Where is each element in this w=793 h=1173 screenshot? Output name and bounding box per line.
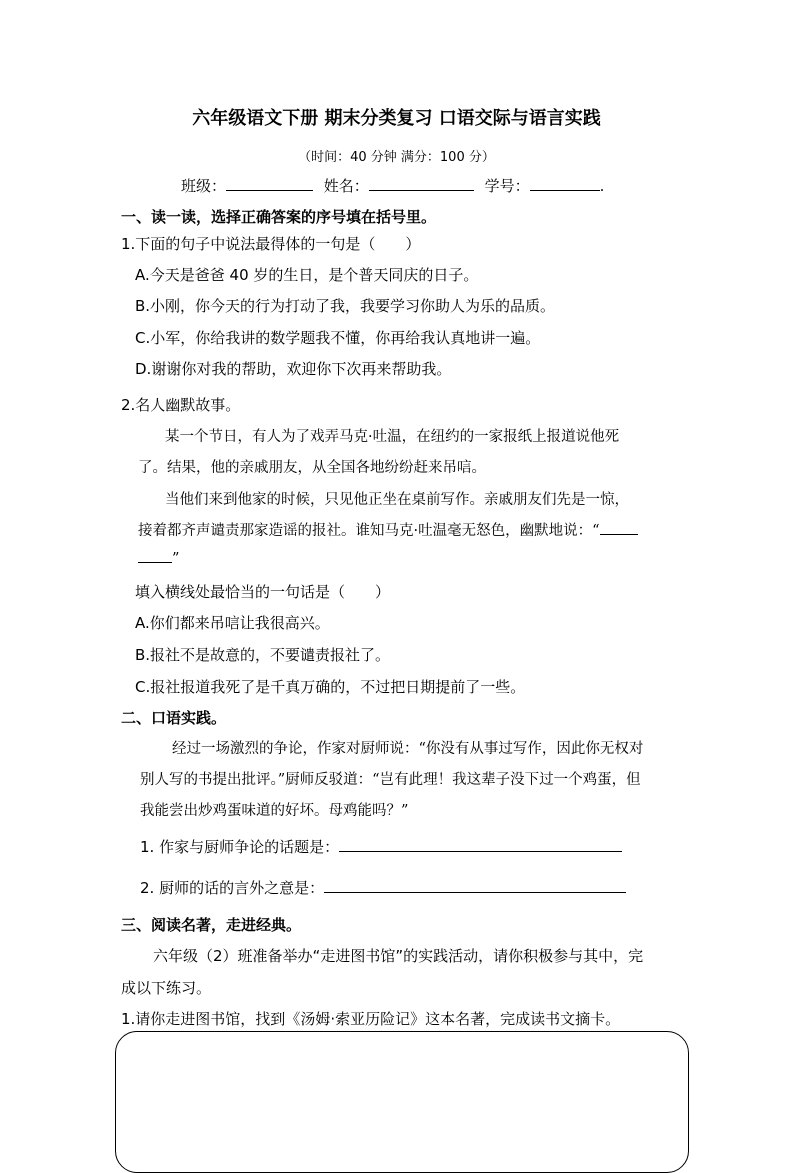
reading-excerpt-card[interactable] [115, 1031, 689, 1173]
q2-option-c[interactable]: C.报社报道我死了是千真万确的，不过把日期提前了一些。 [135, 678, 526, 696]
q2-prompt: 填入横线处最恰当的一句话是（ ） [135, 583, 391, 601]
q1-option-b[interactable]: B.小刚，你今天的行为打动了我，我要学习你助人为乐的品质。 [135, 297, 556, 315]
class-label: 班级： [181, 177, 227, 195]
section3-q1: 1.请你走进图书馆，找到《汤姆·索亚历险记》这本名著，完成读书文摘卡。 [121, 1010, 621, 1028]
q2-option-b[interactable]: B.报社不是故意的，不要谴责报社了。 [135, 646, 391, 664]
q2-story-line-2: 了。结果，他的亲戚朋友，从全国各地纷纷赶来吊唁。 [138, 460, 486, 476]
q2-story-line-1: 某一个节日，有人为了戏弄马克·吐温，在纽约的一家报纸上报道说他死 [165, 429, 620, 445]
class-blank[interactable] [226, 176, 313, 191]
q2-answer-blank-1[interactable] [600, 520, 638, 535]
exam-time-score: （时间：40 分钟 满分：100 分） [298, 150, 495, 165]
section2-passage-line-2: 别人写的书提出批评。”厨师反驳道：“岂有此理！我这辈子没下过一个鸡蛋，但 [140, 772, 641, 788]
section2-heading: 二、口语实践。 [121, 709, 227, 727]
section3-intro-line-1: 六年级（2）班准备举办“走进图书馆”的实践活动，请你积极参与其中，完 [153, 947, 644, 965]
section2-question-2 [140, 877, 626, 898]
section3-heading: 三、阅读名著，走进经典。 [121, 916, 302, 934]
id-blank[interactable] [530, 176, 600, 191]
name-blank[interactable] [369, 176, 474, 191]
student-info-row [181, 175, 604, 196]
q2-story-line-3: 当他们来到他家的时候，只见他正坐在桌前写作。亲戚朋友们先是一惊， [165, 492, 629, 508]
section2-question-1-text: 1. 作家与厨师争论的话题是： [140, 838, 340, 856]
info-end-mark: . [599, 177, 605, 195]
section2-answer-line-2[interactable] [324, 878, 626, 893]
section2-question-1 [140, 836, 622, 857]
q2-option-a[interactable]: A.你们都来吊唁让我很高兴。 [135, 614, 330, 632]
q2-story-line-4-text: 接着都齐声谴责那家造谣的报社。谁知马克·吐温毫无怒色，幽默地说：“ [138, 523, 600, 539]
section2-answer-line-1[interactable] [339, 837, 622, 852]
section2-passage-line-1: 经过一场激烈的争论，作家对厨师说：“你没有从事过写作，因此你无权对 [172, 741, 644, 757]
q1-stem: 1.下面的句子中说法最得体的一句是（ ） [121, 235, 421, 253]
section2-question-2-text: 2. 厨师的话的言外之意是： [140, 879, 325, 897]
name-label: 姓名： [323, 177, 369, 195]
q2-answer-blank-2[interactable] [138, 548, 172, 563]
section3-intro-line-2: 成以下练习。 [121, 979, 212, 997]
q2-stem: 2.名人幽默故事。 [121, 396, 241, 414]
id-label: 学号： [484, 177, 530, 195]
section2-passage-line-3: 我能尝出炒鸡蛋味道的好坏。母鸡能吗？” [140, 803, 409, 819]
q1-option-d[interactable]: D.谢谢你对我的帮助，欢迎你下次再来帮助我。 [135, 360, 452, 378]
q2-story-line-4 [138, 519, 638, 540]
page-title: 六年级语文下册 期末分类复习 口语交际与语言实践 [192, 108, 601, 129]
q2-story-line-5 [138, 548, 179, 567]
section1-heading: 一、读一读，选择正确答案的序号填在括号里。 [121, 208, 437, 226]
q1-option-a[interactable]: A.今天是爸爸 40 岁的生日，是个普天同庆的日子。 [135, 266, 479, 284]
q2-close-quote: ” [172, 551, 180, 567]
q1-option-c[interactable]: C.小军，你给我讲的数学题我不懂，你再给我认真地讲一遍。 [135, 329, 541, 347]
